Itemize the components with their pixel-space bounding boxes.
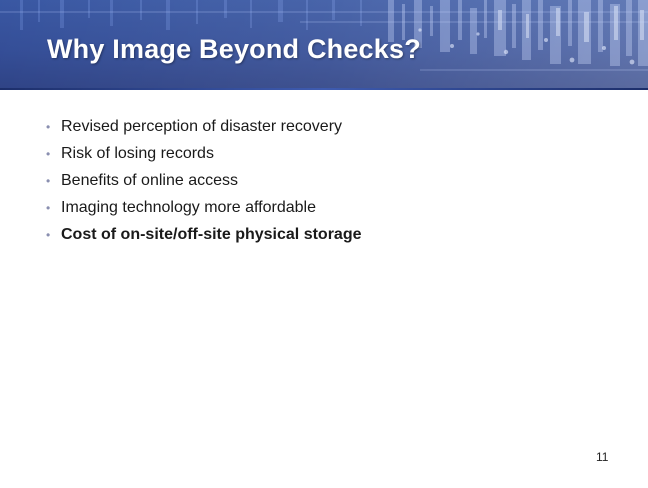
bullet-text: Risk of losing records	[61, 144, 214, 162]
slide-header-banner	[0, 0, 648, 90]
bullet-text: Benefits of online access	[61, 171, 238, 189]
slide-title: Why Image Beyond Checks?	[47, 34, 421, 64]
bullet-text: Revised perception of disaster recovery	[61, 117, 343, 135]
bullet-icon: •	[46, 173, 51, 188]
bullet-icon: •	[46, 119, 51, 134]
bullet-item	[46, 167, 361, 194]
bullet-icon: •	[46, 200, 51, 215]
header-divider	[0, 88, 648, 90]
bullet-item	[46, 194, 361, 221]
bullet-icon: •	[46, 146, 51, 161]
bullet-item	[46, 113, 361, 140]
bullet-icon: •	[46, 227, 51, 242]
bullet-text: Cost of on-site/off-site physical storage	[61, 225, 362, 243]
bullet-list	[46, 113, 361, 248]
bullet-text: Imaging technology more affordable	[61, 198, 316, 216]
bullet-item	[46, 221, 361, 248]
page-number: 11	[596, 450, 609, 464]
bullet-item	[46, 140, 361, 167]
